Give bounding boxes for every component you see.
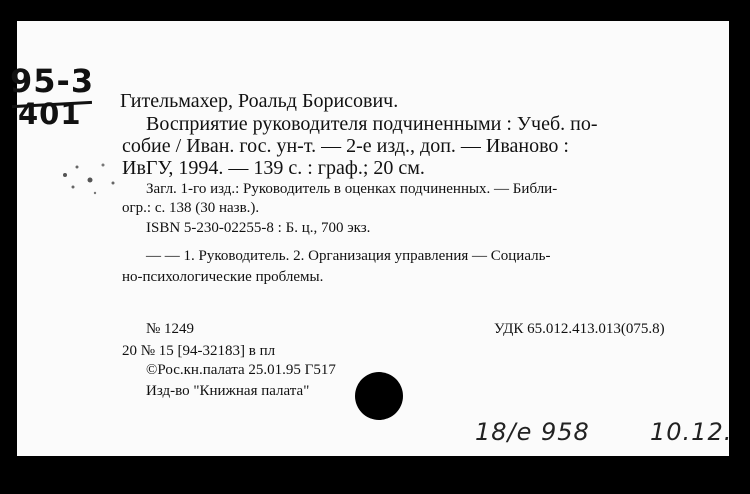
handwritten-shelfmark-top: 95-3	[10, 62, 95, 100]
note-line-1: Загл. 1-го изд.: Руководитель в оценках подчиненных. — Библи-	[146, 181, 558, 197]
speckle-marks	[55, 155, 125, 200]
isbn-line: ISBN 5-230-02255-8 : Б. ц., 700 экз.	[146, 220, 371, 236]
handwritten-note-bottom-right: 10.12.	[650, 418, 733, 446]
title-line-2: собие / Иван. гос. ун-т. — 2-е изд., доп. — Иваново :	[122, 135, 569, 157]
handwritten-shelfmark-bottom: 401	[18, 97, 82, 131]
author-heading: Гительмахер, Роальд Борисович.	[120, 90, 399, 112]
subjects-line-1: — — 1. Руководитель. 2. Организация управления — Социаль-	[146, 248, 551, 264]
copyright-line: ©Рос.кн.палата 25.01.95 Г517	[146, 362, 336, 378]
record-number: № 1249	[146, 321, 195, 337]
udk-classification: УДК 65.012.413.013(075.8)	[494, 321, 665, 337]
title-line-1: Восприятие руководителя подчиненными : Учеб. по-	[146, 113, 598, 135]
note-line-2: огр.: с. 138 (30 назв.).	[122, 200, 260, 216]
handwritten-note-bottom-left: 18/е 958	[475, 418, 590, 446]
publication-line: ИвГУ, 1994. — 139 с. : граф.; 20 см.	[122, 157, 425, 179]
publisher-line: Изд-во "Книжная палата"	[146, 383, 310, 399]
punch-hole	[355, 372, 403, 420]
subjects-line-2: но-психологические проблемы.	[122, 269, 324, 285]
registration-number: 20 № 15 [94-32183] в пл	[122, 343, 276, 359]
